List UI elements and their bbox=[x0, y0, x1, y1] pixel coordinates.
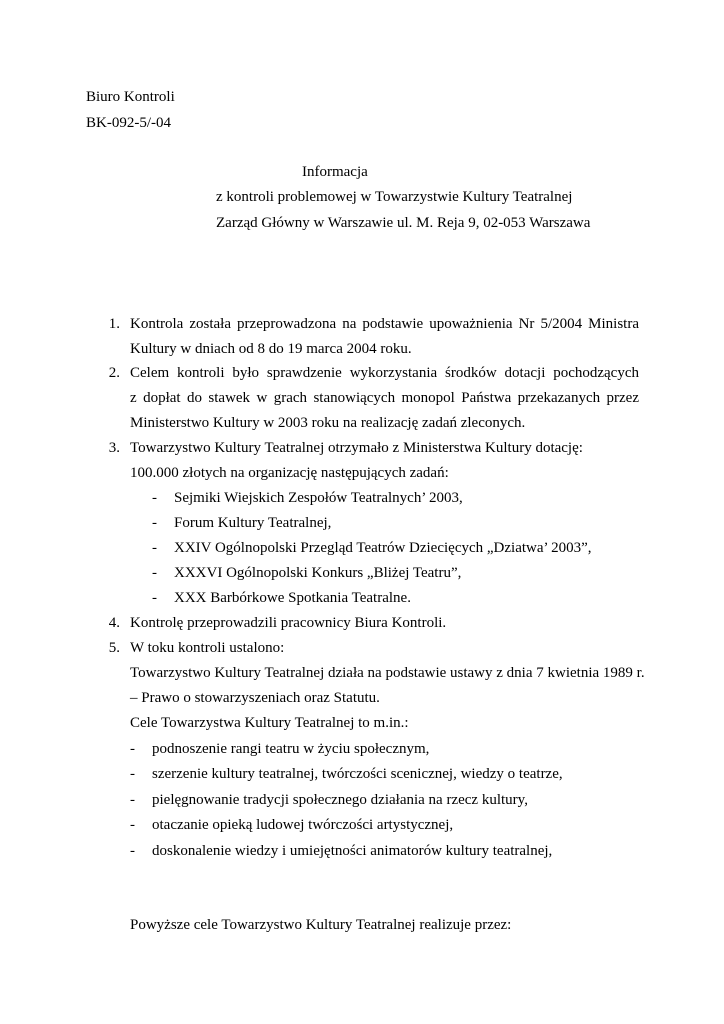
item-text-line: Ministerstwo Kultury w 2003 roku na realizację zadań zleconych. bbox=[130, 415, 526, 431]
goal-item: otaczanie opieką ludowej twórczości artystycznej, bbox=[152, 817, 454, 833]
item-text-line: – Prawo o stowarzyszeniach oraz Statutu. bbox=[130, 690, 380, 706]
sub-item: Sejmiki Wiejskich Zespołów Teatralnych’ 2003, bbox=[174, 490, 463, 506]
item-text-line: z dopłat do stawek w grach stanowiących monopol Państwa przekazanych przez bbox=[130, 390, 639, 406]
dash-bullet: - bbox=[130, 792, 135, 808]
sub-item: XXX Barbórkowe Spotkania Teatralne. bbox=[174, 590, 411, 606]
item-text-line: Kultury w dniach od 8 do 19 marca 2004 roku. bbox=[130, 341, 412, 357]
item-text-line: Cele Towarzystwa Kultury Teatralnej to m.in.: bbox=[130, 715, 409, 731]
dash-bullet: - bbox=[152, 515, 157, 531]
item-text-line: Kontrola została przeprowadzona na podstawie upoważnienia Nr 5/2004 Ministra bbox=[130, 316, 639, 332]
office-name: Biuro Kontroli bbox=[86, 89, 175, 105]
sub-item: XXIV Ogólnopolski Przegląd Teatrów Dziecięcych „Dziatwa’ 2003”, bbox=[174, 540, 592, 556]
dash-bullet: - bbox=[152, 565, 157, 581]
dash-bullet: - bbox=[152, 540, 157, 556]
dash-bullet: - bbox=[152, 490, 157, 506]
reference-number: BK-092-5/-04 bbox=[86, 115, 171, 131]
document-subtitle: z kontroli problemowej w Towarzystwie Kultury Teatralnej bbox=[216, 189, 573, 205]
item-number: 4. bbox=[108, 615, 120, 631]
goal-item: podnoszenie rangi teatru w życiu społecznym, bbox=[152, 741, 430, 757]
item-number: 5. bbox=[108, 640, 120, 656]
item-number: 2. bbox=[108, 365, 120, 381]
item-text-line: Towarzystwo Kultury Teatralnej otrzymało z Ministerstwa Kultury dotację: bbox=[130, 440, 583, 456]
sub-item: XXXVI Ogólnopolski Konkurs „Bliżej Teatru”, bbox=[174, 565, 462, 581]
item-text-line: Towarzystwo Kultury Teatralnej działa na podstawie ustawy z dnia 7 kwietnia 1989 r. bbox=[130, 665, 645, 681]
item-text-line: W toku kontroli ustalono: bbox=[130, 640, 285, 656]
document-address: Zarząd Główny w Warszawie ul. M. Reja 9, 02-053 Warszawa bbox=[216, 215, 591, 231]
dash-bullet: - bbox=[130, 741, 135, 757]
dash-bullet: - bbox=[152, 590, 157, 606]
item-number: 3. bbox=[108, 440, 120, 456]
dash-bullet: - bbox=[130, 843, 135, 859]
goal-item: pielęgnowanie tradycji społecznego działania na rzecz kultury, bbox=[152, 792, 528, 808]
goal-item: szerzenie kultury teatralnej, twórczości scenicznej, wiedzy o teatrze, bbox=[152, 766, 563, 782]
dash-bullet: - bbox=[130, 766, 135, 782]
closing-paragraph: Powyższe cele Towarzystwo Kultury Teatralnej realizuje przez: bbox=[130, 917, 512, 933]
document-title: Informacja bbox=[302, 164, 368, 180]
dash-bullet: - bbox=[130, 817, 135, 833]
item-number: 1. bbox=[108, 316, 120, 332]
item-text-line: Celem kontroli było sprawdzenie wykorzystania środków dotacji pochodzących bbox=[130, 365, 639, 381]
sub-item: Forum Kultury Teatralnej, bbox=[174, 515, 332, 531]
item-text-line: 100.000 złotych na organizację następujących zadań: bbox=[130, 465, 449, 481]
goal-item: doskonalenie wiedzy i umiejętności animatorów kultury teatralnej, bbox=[152, 843, 553, 859]
item-text-line: Kontrolę przeprowadzili pracownicy Biura Kontroli. bbox=[130, 615, 447, 631]
